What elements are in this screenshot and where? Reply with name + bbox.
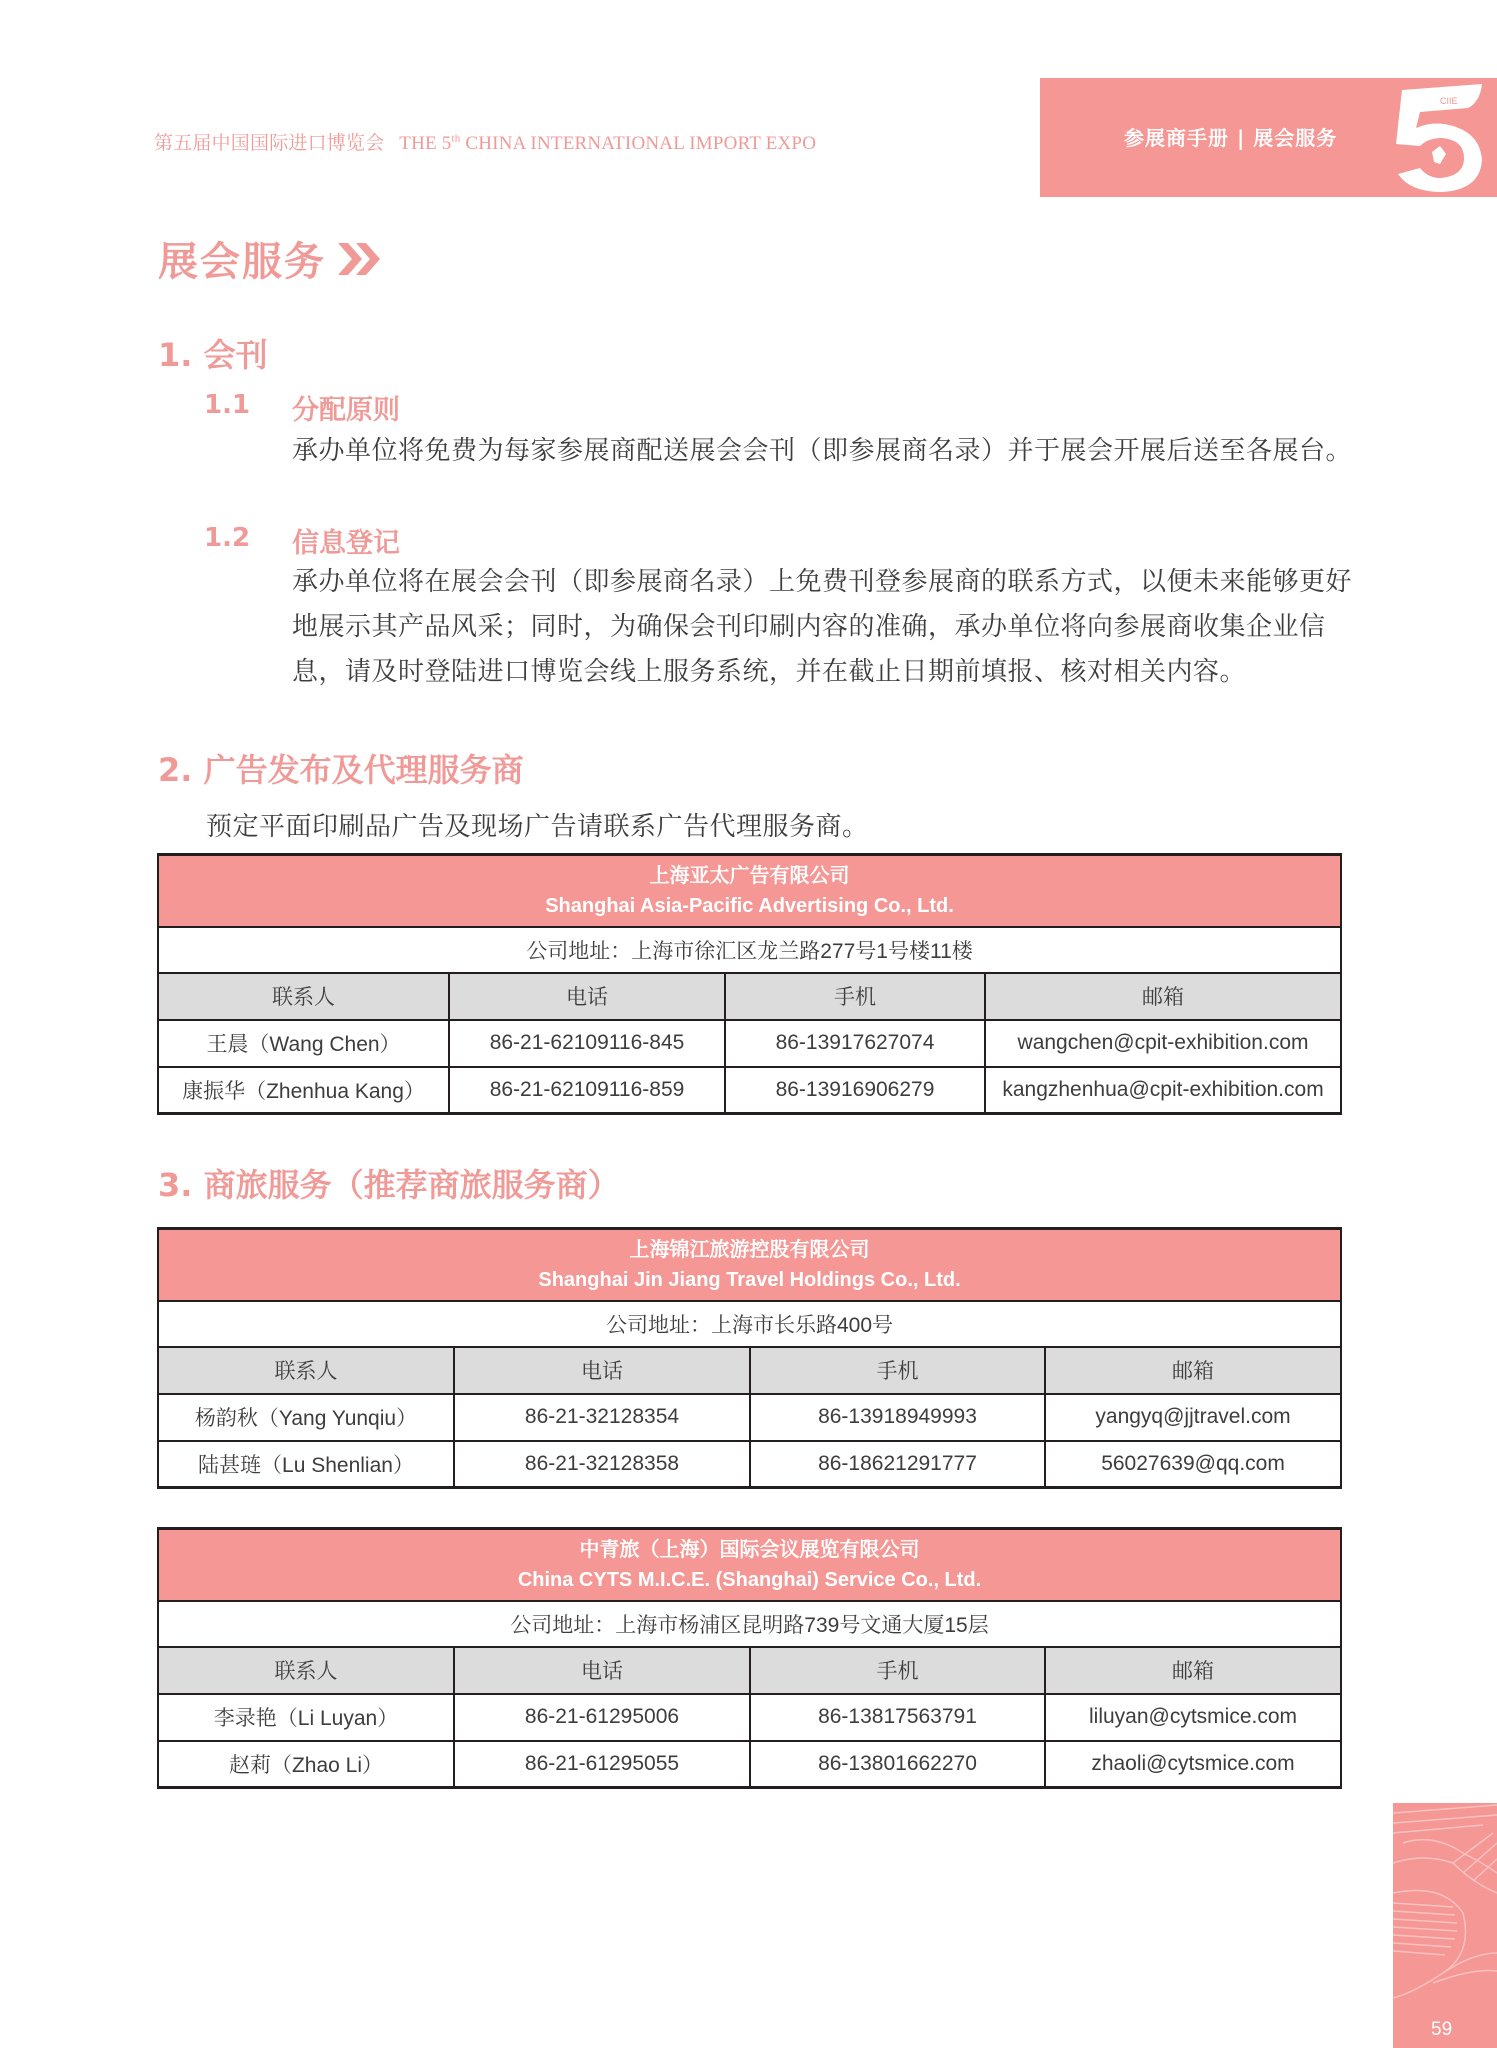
- col-contact: 联系人: [158, 973, 449, 1020]
- contact-name: 陆甚琏（Lu Shenlian）: [158, 1441, 454, 1488]
- contact-phone: 86-21-61295006: [454, 1694, 750, 1741]
- logo-mark: CIIE: [1440, 96, 1458, 106]
- contact-mobile: 86-13917627074: [725, 1020, 985, 1067]
- subsection-body-1-2: 承办单位将在展会会刊（即参展商名录）上免费刊登参展商的联系方式，以便未来能够更好地展示其产品风采；同时，为确保会刊印刷内容的准确，承办单位将向参展商收集企业信息，请及时登陆进口博览会线上服务系统，并在截止日期前填报、核对相关内容。: [292, 567, 1353, 687]
- table-row: [158, 1067, 1341, 1114]
- band-title: 参展商手册 | 展会服务: [1124, 126, 1338, 150]
- column-header-row: [158, 1347, 1341, 1394]
- vendor-table-travel-jinjiang: [157, 1227, 1342, 1489]
- company-name-en: Shanghai Jin Jiang Travel Holdings Co., Ltd.: [538, 1268, 961, 1291]
- contact-phone: 86-21-32128354: [454, 1394, 750, 1441]
- table-row: [158, 1020, 1341, 1067]
- contact-name: 康振华（Zhenhua Kang）: [158, 1067, 449, 1114]
- subsection-title-1-2: 信息登记: [292, 528, 400, 559]
- running-head: [154, 128, 816, 155]
- company-address: 公司地址：上海市杨浦区昆明路739号文通大厦15层: [158, 1601, 1341, 1647]
- company-name-cn: 上海亚太广告有限公司: [649, 864, 850, 887]
- contact-name: 杨韵秋（Yang Yunqiu）: [158, 1394, 454, 1441]
- contact-email[interactable]: wangchen@cpit-exhibition.com: [985, 1020, 1341, 1067]
- contact-name: 李录艳（Li Luyan）: [158, 1694, 454, 1741]
- contact-email[interactable]: kangzhenhua@cpit-exhibition.com: [985, 1067, 1341, 1114]
- vendor-table-advertising: [157, 853, 1342, 1115]
- contact-mobile: 86-18621291777: [750, 1441, 1045, 1488]
- contact-phone: 86-21-61295055: [454, 1741, 750, 1788]
- section-2-intro: 预定平面印刷品广告及现场广告请联系广告代理服务商。: [206, 812, 869, 842]
- page-title-text: 展会服务: [158, 239, 326, 285]
- company-row: [158, 1529, 1341, 1601]
- contact-phone: 86-21-62109116-859: [449, 1067, 725, 1114]
- subsection-body-1-1: 承办单位将免费为每家参展商配送展会会刊（即参展商名录）并于展会开展后送至各展台。: [292, 436, 1353, 466]
- contact-name: 王晨（Wang Chen）: [158, 1020, 449, 1067]
- company-row: [158, 855, 1341, 927]
- company-name-cn: 上海锦江旅游控股有限公司: [629, 1238, 870, 1261]
- running-head-sup: th: [451, 132, 461, 145]
- running-head-cn: 第五届中国国际进口博览会: [154, 133, 385, 154]
- vendor-table-travel-cyts: [157, 1527, 1342, 1789]
- col-phone: 电话: [454, 1347, 750, 1394]
- col-email: 邮箱: [1045, 1647, 1341, 1694]
- contact-email[interactable]: zhaoli@cytsmice.com: [1045, 1741, 1341, 1788]
- header-band: [1040, 78, 1497, 197]
- contact-mobile: 86-13918949993: [750, 1394, 1045, 1441]
- subsection-number-1-2: 1.2: [204, 523, 251, 553]
- contact-email[interactable]: liluyan@cytsmice.com: [1045, 1694, 1341, 1741]
- decorative-line-art-icon: [1393, 1803, 1497, 2048]
- col-mobile: 手机: [725, 973, 985, 1020]
- contact-email[interactable]: 56027639@qq.com: [1045, 1441, 1341, 1488]
- column-header-row: [158, 1647, 1341, 1694]
- company-name-cn: 中青旅（上海）国际会议展览有限公司: [579, 1538, 920, 1561]
- page-number: 59: [1431, 2019, 1453, 2040]
- corner-decoration: [1393, 1803, 1497, 2048]
- company-row: [158, 1229, 1341, 1301]
- double-chevron-right-icon: [336, 239, 384, 279]
- contact-phone: 86-21-32128358: [454, 1441, 750, 1488]
- table-row: [158, 1394, 1341, 1441]
- company-address: 公司地址：上海市长乐路400号: [158, 1301, 1341, 1347]
- section-heading-1: 1. 会刊: [158, 336, 268, 374]
- section-heading-3: 3. 商旅服务（推荐商旅服务商）: [158, 1166, 620, 1204]
- company-name-en: China CYTS M.I.C.E. (Shanghai) Service Co., Ltd.: [517, 1568, 982, 1591]
- contact-mobile: 86-13916906279: [725, 1067, 985, 1114]
- contact-name: 赵莉（Zhao Li）: [158, 1741, 454, 1788]
- subsection-number-1-1: 1.1: [204, 390, 251, 420]
- contact-mobile: 86-13801662270: [750, 1741, 1045, 1788]
- subsection-title-1-1: 分配原则: [292, 395, 400, 426]
- running-head-en-suffix: CHINA INTERNATIONAL IMPORT EXPO: [460, 133, 817, 154]
- table-row: [158, 1741, 1341, 1788]
- contact-phone: 86-21-62109116-845: [449, 1020, 725, 1067]
- col-contact: 联系人: [158, 1647, 454, 1694]
- col-phone: 电话: [449, 973, 725, 1020]
- contact-mobile: 86-13817563791: [750, 1694, 1045, 1741]
- col-phone: 电话: [454, 1647, 750, 1694]
- section-heading-2: 2. 广告发布及代理服务商: [158, 751, 524, 789]
- page-title: [158, 230, 384, 287]
- ciie-5-logo-icon: [1380, 82, 1490, 194]
- col-mobile: 手机: [750, 1647, 1045, 1694]
- col-email: 邮箱: [985, 973, 1341, 1020]
- table-row: [158, 1441, 1341, 1488]
- column-header-row: [158, 973, 1341, 1020]
- col-email: 邮箱: [1045, 1347, 1341, 1394]
- table-row: [158, 1694, 1341, 1741]
- contact-email[interactable]: yangyq@jjtravel.com: [1045, 1394, 1341, 1441]
- col-mobile: 手机: [750, 1347, 1045, 1394]
- company-name-en: Shanghai Asia-Pacific Advertising Co., Ltd.: [545, 894, 954, 917]
- running-head-en-prefix: THE 5: [399, 133, 452, 154]
- company-address: 公司地址：上海市徐汇区龙兰路277号1号楼11楼: [158, 927, 1341, 973]
- col-contact: 联系人: [158, 1347, 454, 1394]
